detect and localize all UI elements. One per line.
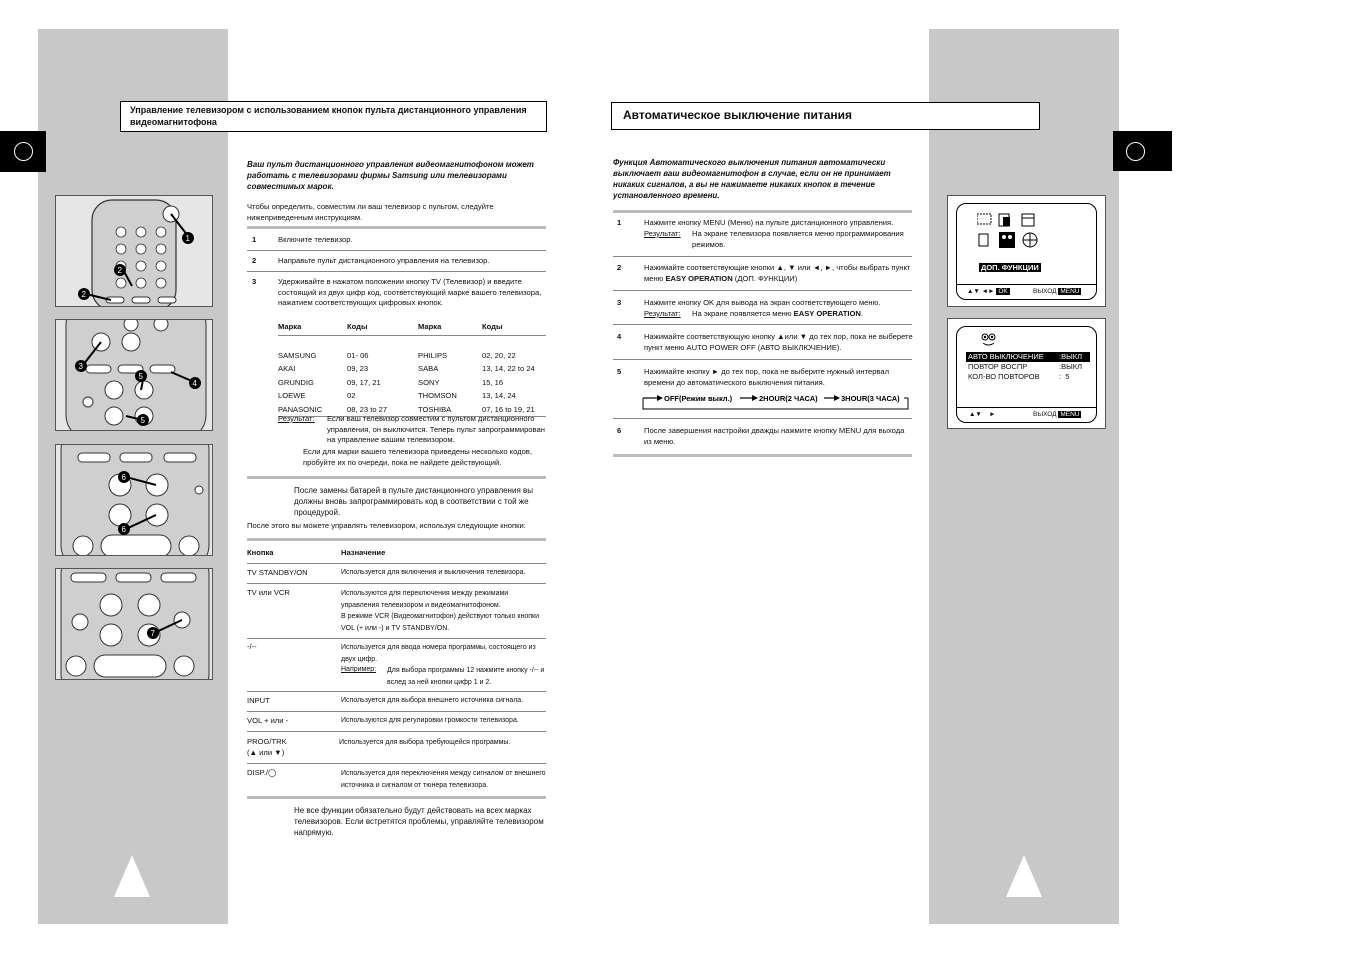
codes-cell: 02, 20, 22 — [482, 350, 516, 360]
final-note: Не все функции обязательно будут действовать на всех марках телевизоров. Если встретятся проблемы, управляйте телевизором напрямую. — [294, 806, 544, 837]
r-step-5-num: 5 — [617, 367, 622, 376]
button-desc: Используется для ввода номера программы, состоящего из двух цифр. — [341, 644, 536, 663]
buttons-header-key: Кнопка — [247, 548, 274, 557]
codes-header-brand: Марка — [278, 321, 302, 331]
r-step-1-result-label: Результат: — [644, 229, 681, 238]
osd-exit: ВЫХОД — [1033, 288, 1057, 295]
step-3-text: Удерживайте в нажатом положении кнопку TV (Телевизор) и введите состоящий из двух цифр код, соответствующий марке вашего телевизора, нажатием соответствующих цифровых кнопок. — [278, 277, 542, 307]
record-icon — [977, 214, 991, 224]
r-step-2-num: 2 — [617, 263, 622, 272]
divider — [247, 796, 546, 799]
remote-image-4 — [55, 568, 213, 680]
callout-5b: 5 — [140, 416, 145, 425]
left-title-box — [120, 101, 547, 132]
button-key: TV STANDBY/ON — [247, 568, 308, 577]
divider — [613, 454, 912, 457]
button-desc-2: В режиме VCR (Видеомагнитофон) действуют только кнопки VOL (+ или -) и TV STANDBY/ON. — [341, 613, 539, 632]
left-triangle-icon — [114, 855, 150, 897]
buttons-header-purpose: Назначение — [341, 548, 386, 557]
divider — [247, 583, 546, 584]
step-1-text: Включите телевизор. — [278, 235, 353, 244]
result-label: Результат: — [278, 414, 315, 423]
button-key: PROG/TRK — [247, 737, 287, 746]
osd-menu: MENU — [1060, 288, 1080, 295]
osd-menu-1 — [956, 203, 1097, 300]
cycle-2hour: 2HOUR(2 ЧАСА) — [759, 394, 818, 403]
step-3-num: 3 — [252, 277, 257, 286]
brand-codes-table — [278, 318, 546, 417]
r-step-1-result-text: На экране телевизора появляется меню программирования режимов. — [692, 229, 904, 249]
button-key: DISP./◯ — [247, 768, 277, 777]
tab-circle-icon — [1126, 142, 1145, 161]
osd-nav: ▲▼ ◄► — [967, 288, 997, 295]
r-step-1-num: 1 — [617, 218, 622, 227]
divider — [247, 271, 546, 272]
r-step-3-result-c: . — [860, 309, 864, 318]
divider — [613, 210, 912, 213]
divider — [247, 763, 546, 764]
divider — [247, 731, 546, 732]
r-step-2-text — [644, 263, 914, 284]
result-text: Если ваш телевизор совместим с пультом дистанционного управления, он выключится. Теперь пульт запрограммирован на управление вашим телевизором. — [327, 414, 545, 444]
codes-cell: 13, 14, 22 to 24 — [482, 364, 535, 374]
osd-ok: OK — [998, 288, 1008, 295]
setup-icon — [1022, 214, 1034, 226]
r-step-2-text-c: (ДОП. ФУНКЦИИ) — [732, 273, 798, 283]
easy-op-eye — [1008, 235, 1012, 239]
left-page-tab — [0, 131, 46, 172]
table-row — [278, 362, 546, 376]
r-step-3-num: 3 — [617, 298, 622, 307]
table-row — [278, 389, 546, 403]
callout-6: 6 — [121, 473, 126, 482]
codes-cell: 09, 23 — [347, 364, 369, 374]
button-desc: Используется для выбора внешнего источника сигнала. — [341, 697, 524, 704]
tab-circle-icon — [14, 142, 33, 161]
osd2-menu: MENU — [1060, 411, 1080, 418]
r-step-3-text: Нажмите кнопку OK для вывода на экран соответствующего меню. — [644, 298, 881, 307]
left-check-text: Чтобы определить, совместим ли ваш телевизор с пультом, следуйте нижеприведенным инструкциям. — [247, 202, 494, 222]
brand-cell: PANASONIC — [278, 404, 323, 414]
button-key-2: (▲ или ▼) — [247, 748, 285, 757]
divider — [247, 638, 546, 639]
divider — [247, 691, 546, 692]
cycle-3hour: 3HOUR(3 ЧАСА) — [841, 394, 900, 403]
codes-cell: 02 — [347, 391, 356, 401]
easy-op-eye — [1002, 235, 1006, 239]
right-triangle-icon — [1006, 855, 1042, 897]
osd2-exit: ВЫХОД — [1033, 411, 1057, 418]
codes-header-codes: Коды — [347, 321, 368, 331]
divider — [613, 359, 912, 360]
osd-menu-2 — [956, 326, 1097, 423]
button-desc: Используются для переключения между режимами управления телевизором и видеомагнитофоном. — [341, 590, 509, 609]
r-step-3-result-b: EASY OPERATION — [793, 309, 861, 318]
r-step-2-text-b: EASY OPERATION — [665, 273, 733, 283]
r-step-5-text: Нажимайте кнопку ► до тех пор, пока не выберите нужный интервал времени до автоматического выключения питания. — [644, 367, 890, 387]
easy-op-icon — [999, 232, 1015, 248]
r-step-3-result-a: На экране появляется меню — [692, 309, 794, 318]
codes-cell: 15, 16 — [482, 377, 504, 387]
callout-6b: 6 — [121, 525, 126, 534]
brand-cell: LOEWE — [278, 391, 306, 401]
remote-illustration-2 — [56, 320, 213, 431]
step-2-num: 2 — [252, 256, 257, 265]
codes-cell: 07, 16 to 19, 21 — [482, 404, 535, 414]
example-label: Например: — [341, 666, 377, 673]
remote-illustration-1 — [56, 196, 213, 307]
callout-2: 2 — [117, 266, 122, 275]
osd-row-2-value: :ВЫКЛ — [1059, 362, 1083, 371]
divider — [613, 256, 912, 257]
table-row — [278, 349, 546, 363]
r-step-4-num: 4 — [617, 332, 622, 341]
callout-3: 3 — [78, 362, 83, 371]
divider — [247, 476, 546, 479]
right-gray-band — [929, 29, 1119, 924]
left-intro: Ваш пульт дистанционного управления видеомагнитофоном может работать с телевизорами фирмы Samsung или телевизорами совместимых марок. — [247, 160, 534, 191]
button-desc: Используется для переключения между сигналом от внешнего источника и сигналом от тюнера телевизора. — [341, 770, 546, 789]
codes-header-row — [278, 318, 546, 335]
right-page-tab — [1113, 131, 1172, 171]
lang-icon — [979, 234, 988, 246]
remote-illustration-3 — [56, 445, 213, 556]
example-text: Для выбора программы 12 нажмите кнопку -/-- и вслед за ней кнопки цифр 1 и 2. — [387, 667, 545, 686]
easy-op-face-icon — [979, 330, 999, 348]
r-step-2-text-a: Нажимайте соответствующие кнопки ▲, ▼ или ◄, ►, чтобы выбрать пункт меню — [644, 263, 911, 283]
brand-cell: SAMSUNG — [278, 350, 317, 360]
table-row — [278, 376, 546, 390]
osd-row-3-value: : 5 — [1059, 372, 1070, 381]
brand-cell: TOSHIBA — [418, 404, 452, 414]
right-title-box — [611, 102, 1040, 130]
brand-cell: SABA — [418, 364, 439, 374]
callout-5: 5 — [138, 372, 143, 381]
r-step-1-text: Нажмите кнопку MENU (Меню) на пульте дистанционного управления. — [644, 218, 894, 227]
osd-screen-2 — [947, 318, 1106, 429]
brand-cell: PHILIPS — [418, 350, 448, 360]
multi-codes-note: Если для марки вашего телевизора приведены несколько кодов, пробуйте их по очереди, пока не найдете действующий. — [303, 447, 532, 467]
divider — [613, 324, 912, 325]
osd-selected-label: ДОП. ФУНКЦИИ — [981, 263, 1039, 272]
button-desc: Используются для регулировки громкости телевизора. — [341, 717, 519, 724]
callout-1: 1 — [185, 234, 190, 243]
button-key: INPUT — [247, 696, 270, 705]
osd-row-1-value: :ВЫКЛ — [1059, 352, 1083, 361]
callout-7: 7 — [150, 629, 155, 638]
brand-cell: SONY — [418, 377, 440, 387]
callout-2b: 2 — [81, 290, 86, 299]
after-text: После этого вы можете управлять телевизором, используя следующие кнопки: — [247, 521, 526, 530]
r-step-6-text: После завершения настройки дважды нажмите кнопку MENU для выхода из меню. — [644, 426, 905, 446]
osd-icons — [977, 212, 1057, 252]
osd-screen-1 — [947, 195, 1106, 307]
battery-note: После замены батарей в пульте дистанционного управления вы должны вновь запрограммировать код в соответствии с той же процедурой. — [294, 486, 533, 517]
r-step-6-num: 6 — [617, 426, 622, 435]
osd-row-3-name: КОЛ-ВО ПОВТОРОВ — [968, 372, 1040, 381]
remote-image-2 — [55, 319, 213, 431]
osd-row-1-name: АВТО ВЫКЛЮЧЕНИЕ — [968, 352, 1044, 361]
r-step-3-result-text — [692, 309, 912, 320]
callout-4: 4 — [192, 379, 197, 388]
codes-cell: 09, 17, 21 — [347, 377, 381, 387]
button-key: TV или VCR — [247, 588, 290, 597]
codes-cell: 01- 06 — [347, 350, 369, 360]
osd-row-2-name: ПОВТОР ВОСПР — [968, 362, 1028, 371]
divider — [247, 711, 546, 712]
button-key: VOL + или - — [247, 716, 289, 725]
codes-cell: 08, 23 to 27 — [347, 404, 388, 414]
divider — [613, 418, 912, 419]
cycle-off: OFF(Режим выкл.) — [664, 394, 733, 403]
right-page-title: Автоматическое выключение питания — [623, 108, 853, 122]
divider — [247, 226, 546, 229]
remote-image-3 — [55, 444, 213, 556]
r-step-3-result-label: Результат: — [644, 309, 681, 318]
step-2-text: Направьте пульт дистанционного управления на телевизор. — [278, 256, 490, 265]
divider — [247, 563, 546, 564]
divider — [247, 538, 546, 541]
button-desc: Используется для выбора требующейся программы. — [339, 739, 511, 746]
codes-header-codes: Коды — [482, 321, 503, 331]
left-page-title: Управление телевизором с использованием кнопок пульта дистанционного управления видеомагнитофона — [130, 105, 527, 127]
brand-cell: AKAI — [278, 364, 296, 374]
cycle-diagram — [640, 389, 912, 413]
codes-cell: 13, 14, 24 — [482, 391, 516, 401]
divider — [613, 290, 912, 291]
osd2-nav: ▲▼ ► — [969, 411, 996, 418]
remote-illustration-4 — [56, 569, 213, 680]
brand-cell: GRUNDIG — [278, 377, 314, 387]
clock-icon-fill — [1003, 217, 1010, 226]
step-1-num: 1 — [252, 235, 257, 244]
remote-image-1 — [55, 195, 213, 307]
codes-header-brand: Марка — [418, 321, 442, 331]
r-step-4-text: Нажимайте соответствующую кнопку ▲или ▼ до тех пор, пока не выберете пункт меню AUTO POWER OFF (АВТО ВЫКЛЮЧЕНИЕ). — [644, 332, 913, 352]
brand-cell: THOMSON — [418, 391, 457, 401]
button-key: -/-- — [247, 642, 257, 651]
divider — [247, 250, 546, 251]
button-desc: Используется для включения и выключения телевизора. — [341, 569, 526, 576]
right-intro: Функция Автоматического выключения питания автоматически выключает ваш видеомагнитофон в случае, если он не принимает никаких сигналов, а вы не нажимаете никаких кнопок в течение установленного времени. — [613, 158, 891, 200]
